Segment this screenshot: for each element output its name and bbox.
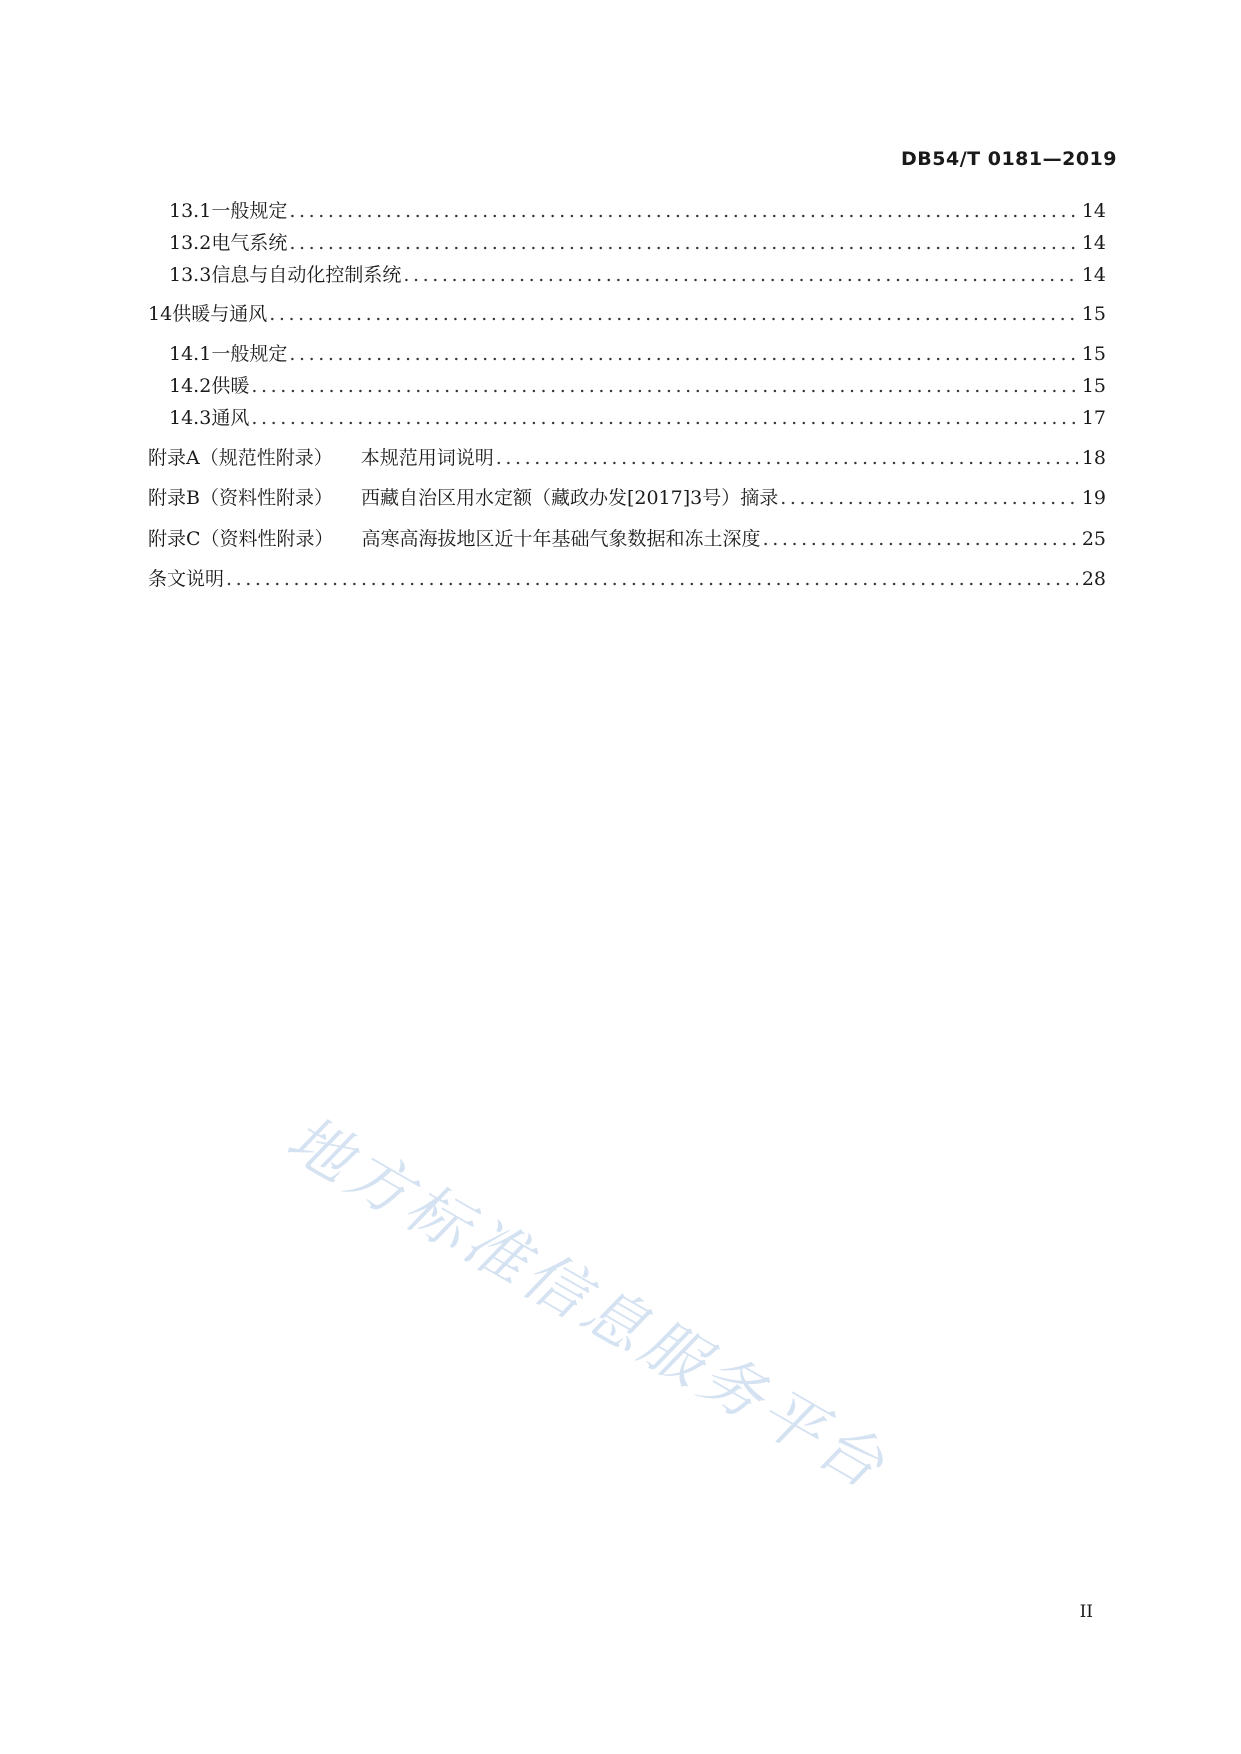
toc-entry[interactable] [169,230,1106,256]
toc-entry-appendix-c[interactable] [148,526,1106,552]
watermark: 地方标准信息服务平台 [275,1101,901,1505]
toc-entry[interactable] [169,373,1106,399]
toc-page-number: 15 [1081,303,1106,325]
toc-title: 供暖与通风 [172,303,268,325]
appendix-label: 附录B（资料性附录） [148,487,333,509]
appendix-label: 附录A（规范性附录） [148,447,333,469]
toc-number: 13.2 [169,232,212,254]
dot-leader [251,373,1078,399]
dot-leader [226,566,1078,592]
toc-number: 13.3 [169,264,212,286]
toc-title: 条文说明 [148,568,225,590]
dot-leader [496,445,1078,471]
toc-number: 13.1 [169,200,212,222]
dot-leader [289,341,1078,367]
dot-leader [269,301,1078,327]
dot-leader [251,405,1078,431]
toc-title: 信息与自动化控制系统 [211,264,402,286]
toc-entry[interactable] [169,262,1106,288]
toc-number: 14.2 [169,375,212,397]
toc-number: 14.1 [169,343,212,365]
toc-page-number: 14 [1081,232,1106,254]
appendix-label: 附录C（资料性附录） [148,528,334,550]
toc-title: 一般规定 [211,200,288,222]
toc-page-number: 25 [1081,528,1106,550]
toc-page-number: 28 [1081,568,1106,590]
page-number: II [1079,1602,1093,1622]
dot-leader [289,230,1078,256]
toc-page-number: 14 [1081,264,1106,286]
toc-entry-appendix-b[interactable] [148,485,1106,511]
toc-page-number: 17 [1081,407,1106,429]
toc-title: 西藏自治区用水定额（藏政办发[2017]3号）摘录 [360,487,779,509]
dot-leader [763,526,1078,552]
toc-entry[interactable] [169,341,1106,367]
toc-title: 供暖 [211,375,250,397]
dot-leader [289,198,1078,224]
dot-leader [780,485,1078,511]
dot-leader [403,262,1078,288]
toc-page-number: 18 [1081,447,1106,469]
toc-entry[interactable] [169,405,1106,431]
toc-title: 高寒高海拔地区近十年基础气象数据和冻土深度 [361,528,761,550]
toc-page-number: 19 [1081,487,1106,509]
toc-page-number: 15 [1081,375,1106,397]
toc-title: 一般规定 [211,343,288,365]
toc-entry-appendix-a[interactable] [148,445,1106,471]
toc-title: 本规范用词说明 [360,447,494,469]
toc-entry[interactable] [169,198,1106,224]
toc-title: 电气系统 [211,232,288,254]
toc-entry[interactable] [148,301,1106,327]
document-code: DB54/T 0181—2019 [901,148,1117,170]
toc-number: 14 [148,303,173,325]
toc-page-number: 15 [1081,343,1106,365]
toc-number: 14.3 [169,407,212,429]
toc-title: 通风 [211,407,250,429]
toc-page-number: 14 [1081,200,1106,222]
toc-entry-explanation[interactable] [148,566,1106,592]
